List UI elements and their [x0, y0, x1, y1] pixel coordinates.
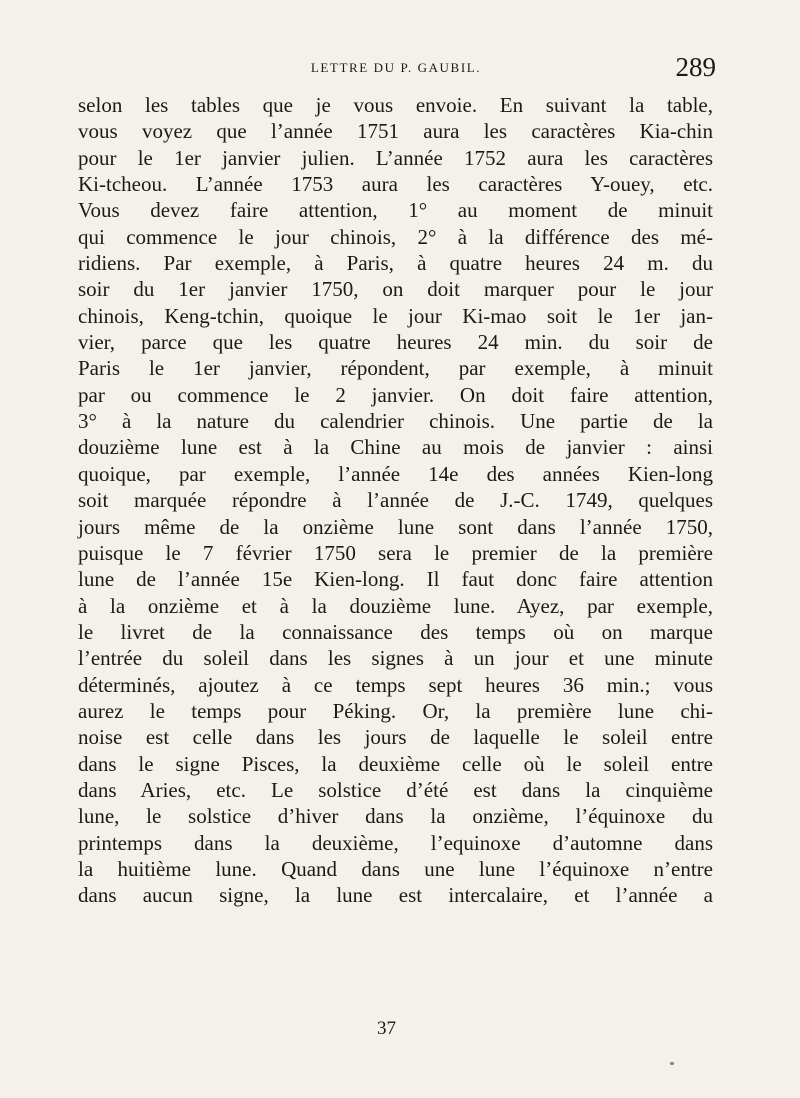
text-line: pour le 1er janvier julien. L’année 1752 aura les caractères [78, 145, 713, 170]
text-line: quoique, par exemple, l’année 14e des années Kien-long [78, 461, 713, 486]
text-line: la huitième lune. Quand dans une lune l’équinoxe n’entre [78, 856, 713, 881]
text-line: l’entrée du soleil dans les signes à un jour et une minute [78, 646, 713, 671]
text-line: printemps dans la deuxième, l’equinoxe d’automne dans [78, 830, 713, 855]
page-header [76, 52, 716, 92]
page-number: 289 [675, 52, 716, 82]
text-line: dans Aries, etc. Le solstice d’été est dans la cinquième [78, 777, 713, 802]
text-line: qui commence le jour chinois, 2° à la différence des mé- [78, 224, 713, 249]
text-line: Ki-tcheou. L’année 1753 aura les caractères Y-ouey, etc. [78, 172, 713, 197]
text-line: douzième lune est à la Chine au mois de janvier : ainsi [78, 435, 713, 460]
text-line: jours même de la onzième lune sont dans l’année 1750, [78, 514, 713, 539]
text-line: soir du 1er janvier 1750, on doit marquer pour le jour [78, 277, 713, 302]
body-text [78, 92, 713, 909]
text-line: à la onzième et à la douzième lune. Ayez, par exemple, [78, 593, 713, 618]
text-line: puisque le 7 février 1750 sera le premier de la première [78, 540, 713, 565]
text-line: selon les tables que je vous envoie. En suivant la table, [78, 93, 713, 117]
paper-speck [670, 1062, 674, 1065]
text-line: chinois, Keng-tchin, quoique le jour Ki-mao soit le 1er jan- [78, 303, 713, 328]
signature-mark: 37 [377, 1018, 396, 1039]
text-line: noise est celle dans les jours de laquelle le soleil entre [78, 725, 713, 750]
text-line: ridiens. Par exemple, à Paris, à quatre heures 24 m. du [78, 251, 713, 276]
text-line: par ou commence le 2 janvier. On doit faire attention, [78, 382, 713, 407]
text-line: vous voyez que l’année 1751 aura les caractères Kia-chin [78, 119, 713, 144]
text-line: lune, le solstice d’hiver dans la onzième, l’équinoxe du [78, 804, 713, 829]
text-line: le livret de la connaissance des temps où on marque [78, 619, 713, 644]
text-line: 3° à la nature du calendrier chinois. Une partie de la [78, 409, 713, 434]
running-title: LETTRE DU P. GAUBIL. [310, 60, 482, 75]
text-line: lune de l’année 15e Kien-long. Il faut donc faire attention [78, 567, 713, 592]
text-line: dans le signe Pisces, la deuxième celle où le soleil entre [78, 751, 713, 776]
text-line: soit marquée répondre à l’année de J.-C. 1749, quelques [78, 488, 713, 513]
text-line: Paris le 1er janvier, répondent, par exemple, à minuit [78, 356, 713, 381]
text-line: déterminés, ajoutez à ce temps sept heures 36 min.; vous [78, 672, 713, 697]
text-line: vier, parce que les quatre heures 24 min. du soir de [78, 330, 713, 355]
text-line: dans aucun signe, la lune est intercalaire, et l’année a [78, 883, 713, 908]
text-line: aurez le temps pour Péking. Or, la première lune chi- [78, 698, 713, 723]
text-line: Vous devez faire attention, 1° au moment de minuit [78, 198, 713, 223]
